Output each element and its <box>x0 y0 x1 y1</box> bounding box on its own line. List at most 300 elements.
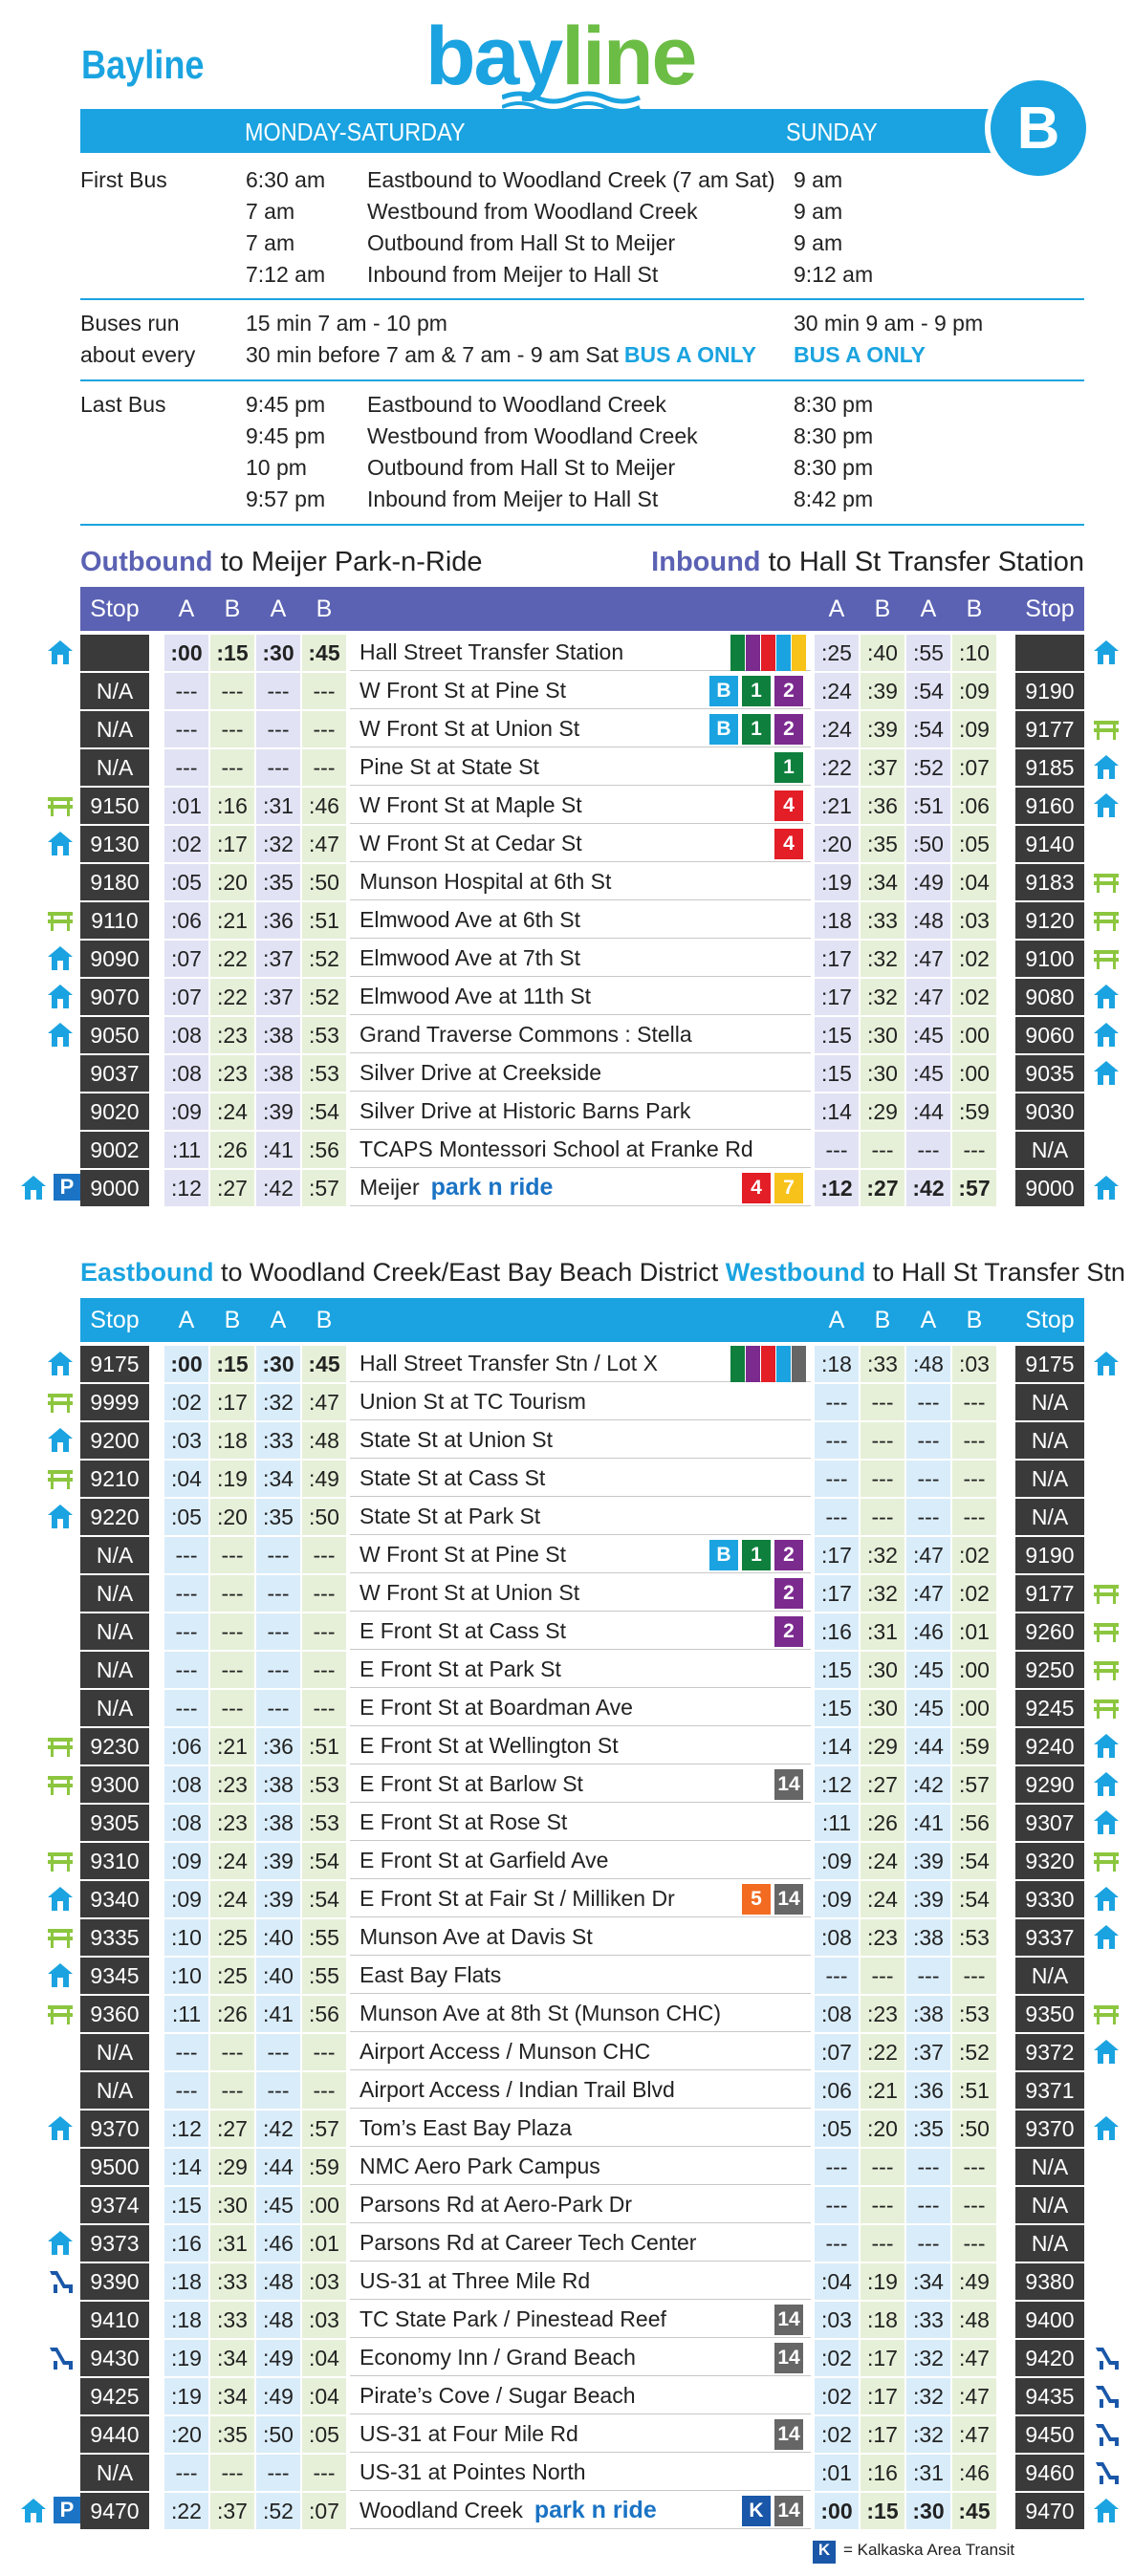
stop-name-text: E Front St at Cass St <box>360 1618 567 1643</box>
departure-time: :03 <box>302 2302 346 2338</box>
arrival-time: :48 <box>952 2302 996 2338</box>
arrival-time: :38 <box>906 1919 950 1956</box>
stop-id-right: 9035 <box>1015 1055 1084 1092</box>
stop-name <box>350 1728 811 1764</box>
stop-id-right: 9435 <box>1015 2378 1084 2414</box>
departure-time: --- <box>210 749 254 786</box>
departure-time: :21 <box>210 902 254 939</box>
table-row <box>80 2034 1084 2072</box>
stop-id-left: 9110 <box>80 902 149 939</box>
stop-id-right: 9030 <box>1015 1093 1084 1130</box>
arrival-time: :01 <box>815 2455 859 2491</box>
bench-icon <box>46 906 73 933</box>
header-trip-b: B <box>224 595 241 622</box>
stop-id-right: 9100 <box>1015 941 1084 977</box>
last-bus-desc: Outbound from Hall St to Meijer <box>367 455 676 480</box>
stop-id-left: 9210 <box>80 1461 149 1497</box>
table-row <box>80 2416 1084 2455</box>
stop-id-left: N/A <box>80 1652 149 1688</box>
stop-name-text: E Front St at Park St <box>360 1656 561 1681</box>
arrival-time: :21 <box>815 788 859 824</box>
departure-time: :09 <box>164 1881 208 1917</box>
schedule-table-eastbound-westbound <box>80 1298 1084 2522</box>
stop-name-text: E Front St at Fair St / Milliken Dr <box>360 1886 675 1911</box>
stop-name-text: Meijer <box>360 1175 420 1200</box>
departure-time: :36 <box>256 902 300 939</box>
shelter-icon <box>46 2229 73 2256</box>
table-row <box>80 1728 1084 1766</box>
stop-name <box>350 2149 811 2185</box>
stop-id-right: N/A <box>1015 2149 1084 2185</box>
arrival-time: :41 <box>906 1805 950 1841</box>
departure-time: :39 <box>256 1843 300 1879</box>
table-row <box>80 1384 1084 1422</box>
stop-name-text: Elmwood Ave at 6th St <box>360 907 580 932</box>
departure-time: :09 <box>164 1843 208 1879</box>
frequency-sunday: 30 min 9 am - 9 pm <box>794 311 984 336</box>
table-row <box>80 2263 1084 2302</box>
connecting-route-badge: 14 <box>774 2496 803 2526</box>
shelter-icon <box>1092 1808 1119 1835</box>
departure-time: :49 <box>302 1461 346 1497</box>
departure-time: --- <box>256 1575 300 1612</box>
departure-time: :48 <box>302 1422 346 1459</box>
table-row <box>80 2225 1084 2263</box>
table-row <box>80 1996 1084 2034</box>
arrival-time: :25 <box>815 635 859 671</box>
arrival-time: --- <box>861 2225 904 2262</box>
bench-icon <box>46 1732 73 1759</box>
departure-time: :52 <box>302 941 346 977</box>
connecting-route-badge: 14 <box>774 2419 803 2450</box>
departure-time: :48 <box>256 2302 300 2338</box>
frequency-sunday-note: BUS A ONLY <box>794 342 926 367</box>
arrival-time: :18 <box>861 2302 904 2338</box>
arrival-time: :10 <box>952 635 996 671</box>
stop-name-text: W Front St at Maple St <box>360 792 582 817</box>
connecting-route-badge: 4 <box>774 829 803 859</box>
table-row <box>80 1132 1084 1170</box>
first-bus-desc: Eastbound to Woodland Creek (7 am Sat) <box>367 167 775 192</box>
stop-name <box>350 2072 811 2109</box>
route-color-stripe <box>761 1346 775 1382</box>
arrival-time: :42 <box>906 1170 950 1206</box>
bench-icon <box>1092 944 1119 971</box>
stop-name <box>350 1132 811 1168</box>
stop-id-left: 9090 <box>80 941 149 977</box>
shelter-icon <box>1092 2114 1119 2141</box>
stop-id-left: N/A <box>80 1690 149 1726</box>
bench-icon <box>46 1388 73 1415</box>
arrival-time: :24 <box>861 1843 904 1879</box>
departure-time: :23 <box>210 1805 254 1841</box>
beach-chair-icon <box>1092 2344 1119 2370</box>
arrival-time: :32 <box>906 2340 950 2376</box>
stop-name <box>350 941 811 977</box>
table-row <box>80 902 1084 941</box>
stop-id-right: 9370 <box>1015 2111 1084 2147</box>
wave-icon <box>502 90 645 111</box>
arrival-time: :00 <box>952 1690 996 1726</box>
bayline-logo: bayline <box>425 13 703 109</box>
departure-time: --- <box>302 1537 346 1573</box>
connecting-route-badge: B <box>709 676 738 706</box>
stop-id-left: 9500 <box>80 2149 149 2185</box>
arrival-time: :37 <box>861 749 904 786</box>
departure-time: --- <box>210 2034 254 2070</box>
departure-time: :08 <box>164 1055 208 1092</box>
beach-chair-icon <box>1092 2420 1119 2447</box>
shelter-icon <box>46 983 73 1009</box>
departure-time: --- <box>256 2072 300 2109</box>
arrival-time: :59 <box>952 1093 996 1130</box>
stop-id-left: 9440 <box>80 2416 149 2453</box>
arrival-time: --- <box>952 1384 996 1420</box>
service-info <box>0 162 1133 526</box>
departure-time: :30 <box>210 2187 254 2223</box>
departure-time: :39 <box>256 1881 300 1917</box>
stop-id-right: 9450 <box>1015 2416 1084 2453</box>
departure-time: --- <box>256 2455 300 2491</box>
departure-time: :51 <box>302 1728 346 1764</box>
stop-name-text: East Bay Flats <box>360 1962 502 1987</box>
connecting-route-badge: 14 <box>774 2305 803 2335</box>
arrival-time: :57 <box>952 1170 996 1206</box>
arrival-time: --- <box>906 1461 950 1497</box>
departure-time: :04 <box>302 2378 346 2414</box>
arrival-time: :29 <box>861 1093 904 1130</box>
kalkaska-badge: K <box>813 2541 836 2564</box>
frequency-label: about every <box>80 342 196 367</box>
stop-id-right: 9000 <box>1015 1170 1084 1206</box>
departure-time: :18 <box>164 2263 208 2300</box>
stop-name <box>350 1613 811 1650</box>
stop-id-left: 9175 <box>80 1346 149 1382</box>
header-trip-b: B <box>874 595 891 622</box>
stop-name-text: State St at Park St <box>360 1504 541 1528</box>
arrival-time: :06 <box>815 2072 859 2109</box>
stop-name <box>350 2302 811 2338</box>
table-row <box>80 1499 1084 1537</box>
shelter-icon <box>46 944 73 971</box>
arrival-time: --- <box>815 1384 859 1420</box>
arrival-time: :12 <box>815 1170 859 1206</box>
header-trip-a: A <box>270 1306 287 1333</box>
stop-name-text: W Front St at Union St <box>360 716 580 741</box>
departure-time: :26 <box>210 1132 254 1168</box>
departure-time: :04 <box>164 1461 208 1497</box>
arrival-time: --- <box>952 2187 996 2223</box>
shelter-icon <box>46 830 73 856</box>
arrival-time: :32 <box>861 1537 904 1573</box>
departure-time: :38 <box>256 1055 300 1092</box>
stop-name <box>350 1919 811 1956</box>
connecting-route-badge: 1 <box>742 676 771 706</box>
beach-chair-icon <box>46 2344 73 2370</box>
departure-time: :50 <box>256 2416 300 2453</box>
table-row <box>80 826 1084 864</box>
header-trip-a: A <box>270 595 287 622</box>
arrival-time: :34 <box>861 864 904 900</box>
connecting-route-badge: K <box>742 2496 771 2526</box>
departure-time: :40 <box>256 1919 300 1956</box>
stop-name <box>350 1652 811 1688</box>
shelter-icon <box>1092 1021 1119 1048</box>
table-row <box>80 788 1084 826</box>
shelter-icon <box>1092 1059 1119 1086</box>
bench-icon <box>46 1770 73 1797</box>
departure-time: --- <box>302 1613 346 1650</box>
departure-time: :53 <box>302 1805 346 1841</box>
departure-time: :24 <box>210 1093 254 1130</box>
last-bus-sunday: 8:42 pm <box>794 487 874 511</box>
stop-name <box>350 2263 811 2300</box>
departure-time: :55 <box>302 1919 346 1956</box>
table-row <box>80 1805 1084 1843</box>
connecting-route-badge: B <box>709 714 738 745</box>
departure-time: :27 <box>210 1170 254 1206</box>
stop-name <box>350 1422 811 1459</box>
stop-name <box>350 1384 811 1420</box>
arrival-time: :09 <box>815 1881 859 1917</box>
connecting-route-badge: 14 <box>774 1884 803 1915</box>
stop-name-text: Silver Drive at Creekside <box>360 1060 602 1085</box>
route-color-stripe <box>730 635 745 671</box>
departure-time: :01 <box>164 788 208 824</box>
departure-time: --- <box>164 673 208 709</box>
stop-id-right: N/A <box>1015 1132 1084 1168</box>
header-trip-b: B <box>966 1306 983 1333</box>
stop-id-right: 9470 <box>1015 2493 1084 2529</box>
stop-name-text: NMC Aero Park Campus <box>360 2154 600 2178</box>
departure-time: --- <box>302 2072 346 2109</box>
departure-time: :37 <box>256 979 300 1015</box>
stop-name-text: W Front St at Pine St <box>360 678 567 703</box>
departure-time: --- <box>164 1575 208 1612</box>
park-ride-logo: park n ride <box>430 1174 554 1201</box>
departure-time: :53 <box>302 1055 346 1092</box>
departure-time: :39 <box>256 1093 300 1130</box>
departure-time: :42 <box>256 2111 300 2147</box>
arrival-time: :45 <box>906 1055 950 1092</box>
route-color-stripe <box>776 635 791 671</box>
stop-id-left: 9360 <box>80 1996 149 2032</box>
arrival-time: :30 <box>861 1652 904 1688</box>
departure-time: :33 <box>256 1422 300 1459</box>
departure-time: :05 <box>302 2416 346 2453</box>
arrival-time: :22 <box>815 749 859 786</box>
stop-id-left: N/A <box>80 1575 149 1612</box>
arrival-time: :52 <box>952 2034 996 2070</box>
arrival-time: :45 <box>906 1017 950 1053</box>
arrival-time: :47 <box>906 941 950 977</box>
departure-time: :17 <box>210 826 254 862</box>
arrival-time: :20 <box>815 826 859 862</box>
stop-name-text: Pirate’s Cove / Sugar Beach <box>360 2383 636 2408</box>
stop-id-right: 9245 <box>1015 1690 1084 1726</box>
arrival-time: :53 <box>952 1996 996 2032</box>
stop-name <box>350 826 811 862</box>
departure-time: :46 <box>302 788 346 824</box>
departure-time: :29 <box>210 2149 254 2185</box>
stop-id-left: 9300 <box>80 1766 149 1803</box>
departure-time: :50 <box>302 864 346 900</box>
departure-time: :10 <box>164 1919 208 1956</box>
departure-time: :52 <box>302 979 346 1015</box>
departure-time: :41 <box>256 1996 300 2032</box>
arrival-time: :00 <box>952 1055 996 1092</box>
table-row <box>80 673 1084 711</box>
arrival-time: :17 <box>861 2378 904 2414</box>
departure-time: :50 <box>302 1499 346 1535</box>
table-row <box>80 979 1084 1017</box>
departure-time: --- <box>256 1652 300 1688</box>
table-row <box>80 1461 1084 1499</box>
table-row <box>80 1690 1084 1728</box>
departure-time: --- <box>256 1690 300 1726</box>
departure-time: :53 <box>302 1017 346 1053</box>
arrival-time: :05 <box>952 826 996 862</box>
header-trip-a: A <box>828 595 845 622</box>
arrival-time: :04 <box>952 864 996 900</box>
departure-time: :37 <box>256 941 300 977</box>
arrival-time: :16 <box>861 2455 904 2491</box>
first-bus-desc: Westbound from Woodland Creek <box>367 199 698 224</box>
arrival-time: :44 <box>906 1728 950 1764</box>
table-row <box>80 1093 1084 1132</box>
arrival-time: --- <box>815 1461 859 1497</box>
arrival-time: :35 <box>906 2111 950 2147</box>
stop-name-text: Hall Street Transfer Station <box>360 639 624 664</box>
stop-id-right: 9372 <box>1015 2034 1084 2070</box>
arrival-time: :49 <box>906 864 950 900</box>
departure-time: :35 <box>256 1499 300 1535</box>
arrival-time: :55 <box>906 635 950 671</box>
arrival-time: :01 <box>952 1613 996 1650</box>
stop-id-right: 9140 <box>1015 826 1084 862</box>
departure-time: :31 <box>256 788 300 824</box>
arrival-time: :17 <box>815 979 859 1015</box>
departure-time: :21 <box>210 1728 254 1764</box>
departure-time: --- <box>256 2034 300 2070</box>
first-bus-label: First Bus <box>80 167 167 192</box>
departure-time: :25 <box>210 1958 254 1994</box>
arrival-time: :56 <box>952 1805 996 1841</box>
stop-name <box>350 1017 811 1053</box>
stop-id-right: 9160 <box>1015 788 1084 824</box>
arrival-time: :15 <box>815 1652 859 1688</box>
departure-time: --- <box>302 1652 346 1688</box>
stop-id-right: 9177 <box>1015 711 1084 747</box>
stop-name-text: W Front St at Union St <box>360 1580 580 1605</box>
stop-id-right: 9320 <box>1015 1843 1084 1879</box>
departure-time: :33 <box>210 2263 254 2300</box>
header-trip-b: B <box>874 1306 891 1333</box>
stop-id-left: 9373 <box>80 2225 149 2262</box>
arrival-time: :15 <box>815 1055 859 1092</box>
stop-name <box>350 2187 811 2223</box>
connecting-route-badge: 4 <box>742 1173 771 1203</box>
departure-time: :46 <box>256 2225 300 2262</box>
arrival-time: :36 <box>906 2072 950 2109</box>
first-bus-time: 6:30 am <box>246 167 326 192</box>
stop-name-text: TCAPS Montessori School at Franke Rd <box>360 1136 753 1161</box>
header-trip-b: B <box>966 595 983 622</box>
stop-name-text: State St at Cass St <box>360 1465 546 1490</box>
departure-time: --- <box>210 2455 254 2491</box>
stop-id-left: 9345 <box>80 1958 149 1994</box>
departure-time: :38 <box>256 1805 300 1841</box>
last-bus-time: 9:45 pm <box>246 423 326 448</box>
stop-id-left: N/A <box>80 711 149 747</box>
stop-id-left: 9220 <box>80 1499 149 1535</box>
stop-id-left: N/A <box>80 749 149 786</box>
arrival-time: :22 <box>861 2034 904 2070</box>
bench-icon <box>46 1847 73 1873</box>
arrival-time: :12 <box>815 1766 859 1803</box>
arrival-time: :03 <box>952 902 996 939</box>
table-row <box>80 749 1084 788</box>
departure-time: --- <box>164 2034 208 2070</box>
departure-time: :30 <box>256 635 300 671</box>
departure-time: :37 <box>210 2493 254 2529</box>
departure-time: :53 <box>302 1766 346 1803</box>
departure-time: :54 <box>302 1843 346 1879</box>
departure-time: :08 <box>164 1017 208 1053</box>
arrival-time: --- <box>861 1499 904 1535</box>
arrival-time: --- <box>906 2187 950 2223</box>
bench-icon <box>46 1464 73 1491</box>
stop-name-text: TC State Park / Pinestead Reef <box>360 2306 666 2331</box>
arrival-time: --- <box>952 1499 996 1535</box>
arrival-time: :47 <box>906 979 950 1015</box>
connecting-route-badge: 1 <box>742 1540 771 1570</box>
arrival-time: --- <box>861 1461 904 1497</box>
bench-icon <box>1092 1656 1119 1682</box>
departure-time: --- <box>256 673 300 709</box>
stop-id-left: 9130 <box>80 826 149 862</box>
departure-time: :11 <box>164 1996 208 2032</box>
shelter-icon <box>1092 1885 1119 1912</box>
departure-time: :19 <box>210 1461 254 1497</box>
stop-name <box>350 788 811 824</box>
departure-time: --- <box>210 1575 254 1612</box>
shelter-icon <box>1092 2038 1119 2065</box>
departure-time: :27 <box>210 2111 254 2147</box>
connecting-route-badge: 2 <box>774 676 803 706</box>
departure-time: :45 <box>302 1346 346 1382</box>
header-trip-a: A <box>920 595 937 622</box>
departure-time: :05 <box>164 1499 208 1535</box>
stop-id-right: N/A <box>1015 1422 1084 1459</box>
connecting-route-badge: 2 <box>774 1616 803 1647</box>
table-row <box>80 1055 1084 1093</box>
last-bus-sunday: 8:30 pm <box>794 423 874 448</box>
stop-id-left: N/A <box>80 2455 149 2491</box>
shelter-icon <box>1092 1174 1119 1201</box>
stop-name-text: Economy Inn / Grand Beach <box>360 2345 636 2370</box>
arrival-time: :02 <box>952 941 996 977</box>
arrival-time: :17 <box>861 2416 904 2453</box>
arrival-time: :11 <box>815 1805 859 1841</box>
departure-time: :20 <box>210 1499 254 1535</box>
departure-time: :59 <box>302 2149 346 2185</box>
arrival-time: :16 <box>815 1613 859 1650</box>
stop-id-right: 9380 <box>1015 2263 1084 2300</box>
stop-id-right: 9420 <box>1015 2340 1084 2376</box>
departure-time: :15 <box>210 635 254 671</box>
departure-time: :31 <box>210 2225 254 2262</box>
